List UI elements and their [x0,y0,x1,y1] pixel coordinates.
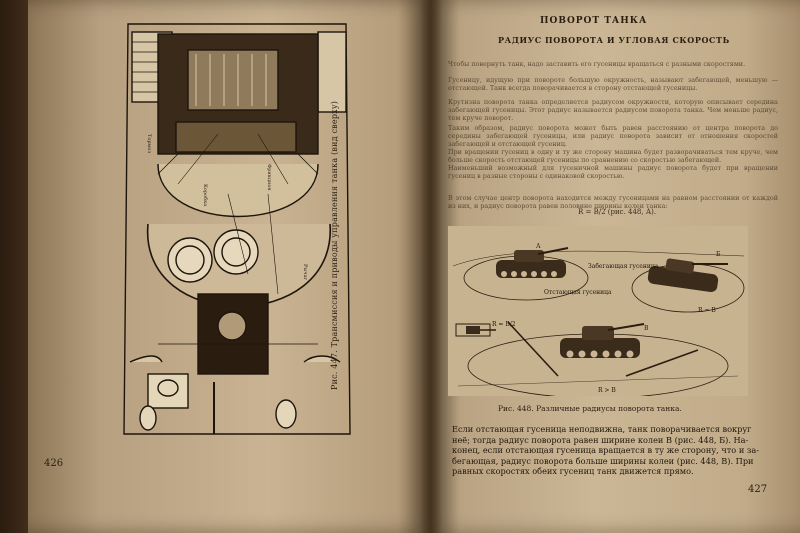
label-r-half: R = B/2 [492,321,516,328]
section-title: РАДИУС ПОВОРОТА И УГЛОВАЯ СКОРОСТЬ [498,35,730,45]
paragraph: При вращении гусениц в одну и ту же сторону машина будет разворачиваться тем круче, чем больше скорость отстающей гусеницы по сравнению со скоростью забегающей. [448,148,778,165]
text-line: бегающая, радиус поворота больше ширины колеи (рис. 448, В). При [452,455,754,466]
formula: R = B/2 (рис. 448, А). [578,208,657,216]
label-v: В [644,325,649,332]
paragraph: В этом случае центр поворота находится между гусеницами на равном расстоянии от каждой из них, и радиус поворота равен половине ширины колеи танка: [448,194,778,211]
right-page-number: 427 [748,484,768,495]
paragraph: Крутизна поворота танка определяется радиусом окружности, которую описывает середина забегающей гусеницы. Этот радиус называется радиусом поворота танка. Чем меньше радиус, тем круче поворот. [448,98,778,123]
text-line: Если отстающая гусеница неподвижна, танк поворачивается вокруг [452,424,752,434]
right-figure-caption: Рис. 448. Различные радиусы поворота танка. [498,404,682,413]
text-line: равных скоростях обеих гусениц танк движется прямо. [452,466,694,477]
book-gutter [420,0,442,533]
svg-text:Коробка: Коробка [202,184,208,207]
svg-text:Фрикцион: Фрикцион [266,164,272,191]
left-page-number: 426 [44,458,64,469]
running-head: ПОВОРОТ ТАНКА [540,16,648,26]
paragraph: Гусеницу, идущую при повороте большую окружность, называют забегающей, меньшую — отстающей. Танк всегда поворачивается в сторону отстающей гусеницы. [448,76,778,93]
label-r-gt-b: R > B [598,387,616,394]
label-r-b: R = B [698,307,716,314]
paragraph: Чтобы повернуть танк, надо заставить его гусеницы вращаться с разными скоростями. [448,60,746,68]
transmission-diagram [118,14,358,444]
label-lagging: Отстающая гусеница [544,289,612,296]
left-figure-caption: Рис. 447. Трансмиссия и приводы управления танка (вид сверху) [330,100,339,390]
paragraph: Наименьший возможный для гусеничной машины радиус поворота будет при вращении гусениц в разные стороны с одинаковой скоростью. [448,164,778,181]
svg-text:Рычаг: Рычаг [302,264,308,281]
text-line: неё; тогда радиус поворота равен ширине колеи В (рис. 448, Б). На- [452,434,749,445]
label-b: Б [716,251,721,258]
paragraph: Таким образом, радиус поворота может быть равен расстоянию от центра поворота до середины забегающей гусеницы, или радиус поворота зависит от отношения скоростей забегающей и отстающей гусениц. [448,124,778,149]
text-line: конец, если отстающая гусеница вращается в ту же сторону, что и за- [452,445,759,456]
label-leading: Забегающая гусеница [588,263,659,270]
svg-text:Тормоз: Тормоз [146,134,152,154]
body-text-bottom [452,424,768,477]
label-a: А [536,243,541,250]
tank-turning-illustration [448,226,748,396]
